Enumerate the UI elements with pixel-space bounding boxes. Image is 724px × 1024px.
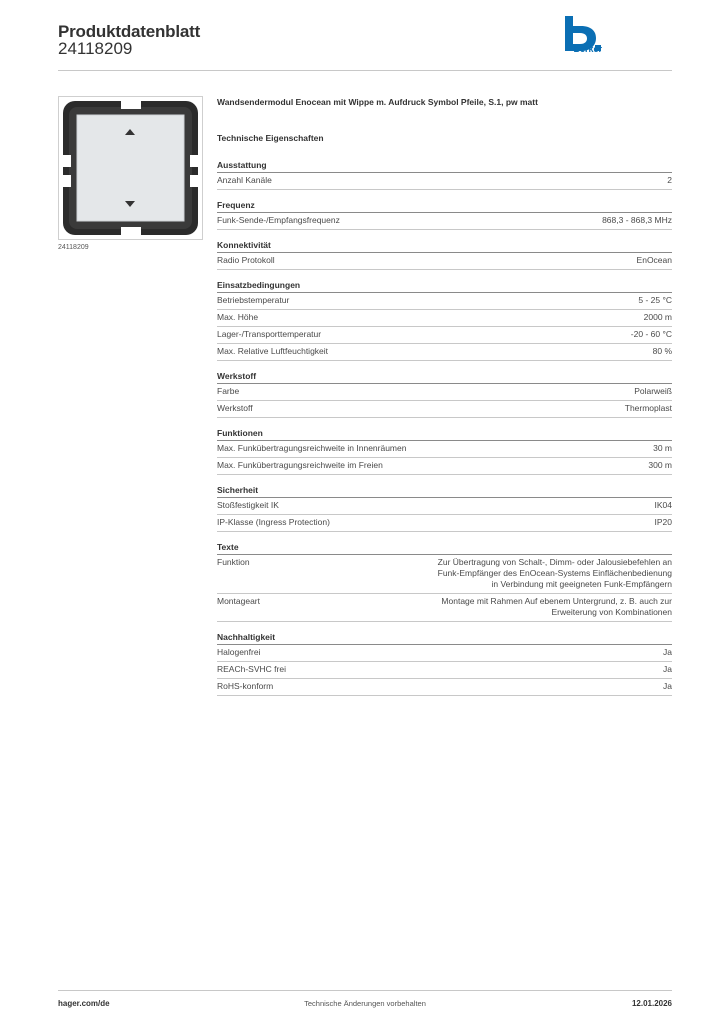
spec-label: Stoßfestigkeit IK (217, 500, 279, 510)
spec-section (217, 200, 672, 230)
page-footer (58, 990, 672, 1011)
spec-row (217, 679, 672, 696)
section-title: Funktionen (217, 428, 672, 441)
subheading: Technische Eigenschaften (217, 133, 324, 143)
berker-logo-icon (562, 16, 602, 62)
spec-value: Polarweiß (634, 386, 672, 396)
spec-section (217, 428, 672, 475)
spec-label: Montageart (217, 596, 260, 606)
product-number: 24118209 (58, 39, 133, 58)
spec-label: Werkstoff (217, 403, 253, 413)
spec-value: 80 % (652, 346, 672, 356)
section-title: Konnektivität (217, 240, 672, 253)
spec-section (217, 371, 672, 418)
spec-value: 30 m (653, 443, 672, 453)
spec-label: Funktion (217, 557, 250, 567)
section-title: Frequenz (217, 200, 672, 213)
section-title: Nachhaltigkeit (217, 632, 672, 645)
spec-value: Ja (663, 647, 672, 657)
spec-row (217, 515, 672, 532)
spec-label: Halogenfrei (217, 647, 261, 657)
spec-value: 300 m (648, 460, 672, 470)
spec-row (217, 645, 672, 662)
footer-date: 12.01.2026 (631, 999, 672, 1008)
spec-row (217, 327, 672, 344)
switch-image (59, 97, 202, 239)
image-caption: 24118209 (58, 244, 89, 251)
spec-row (217, 555, 672, 594)
spec-value: Thermoplast (624, 403, 672, 413)
spec-row (217, 293, 672, 310)
spec-label: REACh-SVHC frei (217, 664, 286, 674)
product-image (58, 96, 203, 240)
spec-label: Lager-/Transporttemperatur (217, 329, 322, 339)
spec-label: Betriebstemperatur (217, 295, 290, 305)
spec-label: Farbe (217, 386, 240, 396)
spec-value: Montage mit Rahmen Auf ebenem Untergrund, z. B. auch zur Erweiterung von Kombinationen (441, 596, 672, 617)
footer-disclaimer: Technische Änderungen vorbehalten (304, 999, 426, 1008)
spec-value: 2 (667, 175, 672, 185)
spec-label: Anzahl Kanäle (217, 175, 272, 185)
spec-section (217, 160, 672, 190)
spec-row (217, 458, 672, 475)
spec-content (217, 96, 672, 706)
spec-label: Max. Höhe (217, 312, 259, 322)
spec-row (217, 662, 672, 679)
spec-row (217, 173, 672, 190)
spec-section (217, 280, 672, 361)
product-title: Wandsendermodul Enocean mit Wippe m. Aufdruck Symbol Pfeile, S.1, pw matt (217, 97, 538, 107)
spec-section (217, 485, 672, 532)
spec-row (217, 253, 672, 270)
spec-value: EnOcean (636, 255, 672, 265)
page-header (58, 22, 672, 71)
spec-label: Max. Funkübertragungsreichweite in Innenräumen (217, 443, 407, 453)
section-title: Einsatzbedingungen (217, 280, 672, 293)
spec-row (217, 310, 672, 327)
spec-row (217, 384, 672, 401)
spec-row (217, 441, 672, 458)
spec-label: Max. Funkübertragungsreichweite im Freien (217, 460, 383, 470)
spec-section (217, 240, 672, 270)
spec-row (217, 594, 672, 622)
spec-value: 5 - 25 °C (638, 295, 672, 305)
section-title: Texte (217, 542, 672, 555)
spec-section (217, 632, 672, 696)
spec-label: Max. Relative Luftfeuchtigkeit (217, 346, 329, 356)
spec-row (217, 401, 672, 418)
footer-website: hager.com/de (58, 999, 110, 1008)
spec-label: RoHS-konform (217, 681, 274, 691)
spec-value: 2000 m (643, 312, 672, 322)
section-title: Ausstattung (217, 160, 672, 173)
spec-row (217, 498, 672, 515)
spec-value: Ja (663, 681, 672, 691)
spec-row (217, 344, 672, 361)
spec-value: Ja (663, 664, 672, 674)
spec-value: Zur Übertragung von Schalt-, Dimm- oder Jalousiebefehlen an Funk-Empfänger des EnOcean-Systems Einflächenbedienung in Verbindung mit geeigneten Funk-Empfängern (437, 557, 672, 589)
spec-value: 868,3 - 868,3 MHz (602, 215, 672, 225)
logo-text: Berker (573, 44, 602, 54)
spec-sections (217, 160, 672, 696)
document-title: Produktdatenblatt (58, 22, 201, 41)
section-title: Werkstoff (217, 371, 672, 384)
spec-value: IK04 (654, 500, 672, 510)
spec-label: Radio Protokoll (217, 255, 275, 265)
spec-section (217, 542, 672, 622)
spec-value: -20 - 60 °C (630, 329, 672, 339)
spec-row (217, 213, 672, 230)
spec-value: IP20 (654, 517, 672, 527)
spec-label: Funk-Sende-/Empfangsfrequenz (217, 215, 340, 225)
section-title: Sicherheit (217, 485, 672, 498)
spec-label: IP-Klasse (Ingress Protection) (217, 517, 330, 527)
